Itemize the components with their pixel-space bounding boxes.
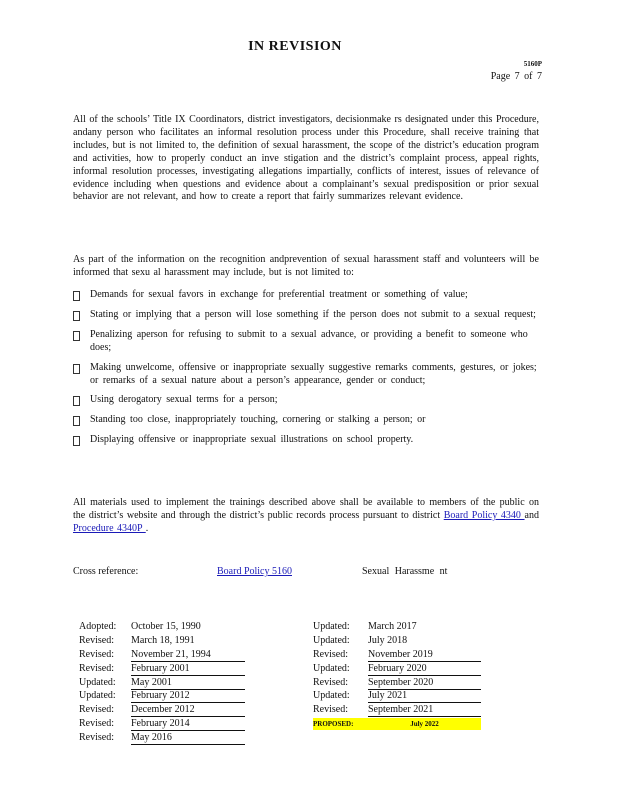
information-paragraph: As part of the information on the recognition andprevention of sexual harassment staff and volunteers will be informed that sexu al harassment may include, but is not limited to: <box>73 254 539 278</box>
document-number: 5160P <box>523 60 542 68</box>
board-policy-5160-link[interactable]: Board Policy 5160 <box>217 566 292 577</box>
list-item: Standing too close, inappropriately touching, cornering or stalking a person; or <box>73 414 539 427</box>
list-item: Using derogatory sexual terms for a person; <box>73 394 539 407</box>
training-paragraph: All of the schools’ Title IX Coordinators, district investigators, decisionmake rs designated under this Procedure, andany person who facilitates an informal resolution process under this Procedure, shall receive training that includes, but is not limited to, the definition of sexual harassment, the scope of the district’s education program and activities, how to properly conduct an inve stigation and the district’s complaint process, appeal rights, informal resolution processes, investigating allegations impartially, conflicts of interest, issues of relevance of evidence including when questions and evidence about a complainant’s sexual predisposition or prior sexual behavior are not relevant, and how to create a report that fairly summarizes relevant evidence. <box>73 114 539 203</box>
harassment-examples-list <box>73 289 539 454</box>
bullet-box-icon <box>73 311 80 321</box>
cross-reference-title: Sexual Harassme nt <box>362 566 448 577</box>
cross-reference-label: Cross reference: <box>73 566 139 577</box>
list-item: Demands for sexual favors in exchange for preferential treatment or something of value; <box>73 289 539 302</box>
list-item: Making unwelcome, offensive or inappropriate sexually suggestive remarks comments, gestures, or jokes; or remarks of a sexual nature about a person’s appearance, gender or conduct; <box>73 362 539 388</box>
page-title: IN REVISION <box>248 39 342 54</box>
procedure-4340p-link[interactable]: Procedure 4340P <box>73 522 146 534</box>
bullet-box-icon <box>73 331 80 341</box>
document-page: IN REVISION 5160P Page 7 of 7 All of the schools’ Title IX Coordinators, district investigators, decisionmake rs designated under this Procedure, andany person who facilitates an informal resolution process under this Procedure, shall receive training that includes, but is not limited to, the definition of sexual harassment, the scope of the district’s education program and activities, how to properly conduct an inve stigation and the district’s complaint process, appeal rights, informal resolution processes, investigating allegations impartially, conflicts of interest, issues of relevance of evidence including when questions and evidence about a complainant’s sexual predisposition or prior sexual behavior are not relevant, and how to create a report that fairly summarizes relevant evidence. As part of the information on the recognition andprevention of sexual harassment staff and volunteers will be informed that sexu al harassment may include, but is not limited to: Demands for sexual favors in exchange for preferential treatment or something of value; Stating or implying that a person will lose something if the person does not submit to a sexual request; Penalizing aperson for refusing to submit to a sexual advance, or providing a benefit to someone who does; Making unwelcome, offensive or inappropriate sexually suggestive remarks comments, gestures, or jokes; or remarks of a sexual nature about a person’s appearance, gender or conduct; Using derogatory sexual terms for a person; Standing too close, inappropriately touching, cornering or stalking a person; or Displaying offensive or inappropriate sexual illustrations on school property. All materials used to implement the trainings described above shall be available to members of the public on the district’s website and through the district’s public records process pursuant to district Board Policy 4340 and Procedure 4340P . Cross reference: Board Policy 5160 Sexual Harassme nt Adopted: October 15, 1990 Revised: March 18, 1991 Revised: November 21, 1994 Revised: February 2001 Updated: May 2001 Updated: February 2012 Revised: December 2012 Revised: February 2014 Revised: May 2016 Updated: March 2017 Updated: July 2018 Revised: November 2019 Updated: February 2020 Revised: September 2020 Updated: July 2021 Revised: September 2021 PROPOSED: July 2022 <box>0 0 618 800</box>
bullet-box-icon <box>73 291 80 301</box>
page-number: Page 7 of 7 <box>490 71 542 82</box>
list-item: Displaying offensive or inappropriate sexual illustrations on school property. <box>73 434 539 447</box>
bullet-box-icon <box>73 416 80 426</box>
bullet-box-icon <box>73 364 80 374</box>
board-policy-4340-link[interactable]: Board Policy 4340 <box>443 509 525 521</box>
bullet-box-icon <box>73 436 80 446</box>
materials-paragraph: All materials used to implement the trainings described above shall be available to members of the public on the district’s website and through the district’s public records process pursuant to district Board Policy 4340 and Procedure 4340P . <box>73 497 539 534</box>
list-item: Penalizing aperson for refusing to submit to a sexual advance, or providing a benefit to someone who does; <box>73 329 539 355</box>
list-item: Stating or implying that a person will lose something if the person does not submit to a sexual request; <box>73 309 539 322</box>
bullet-box-icon <box>73 396 80 406</box>
